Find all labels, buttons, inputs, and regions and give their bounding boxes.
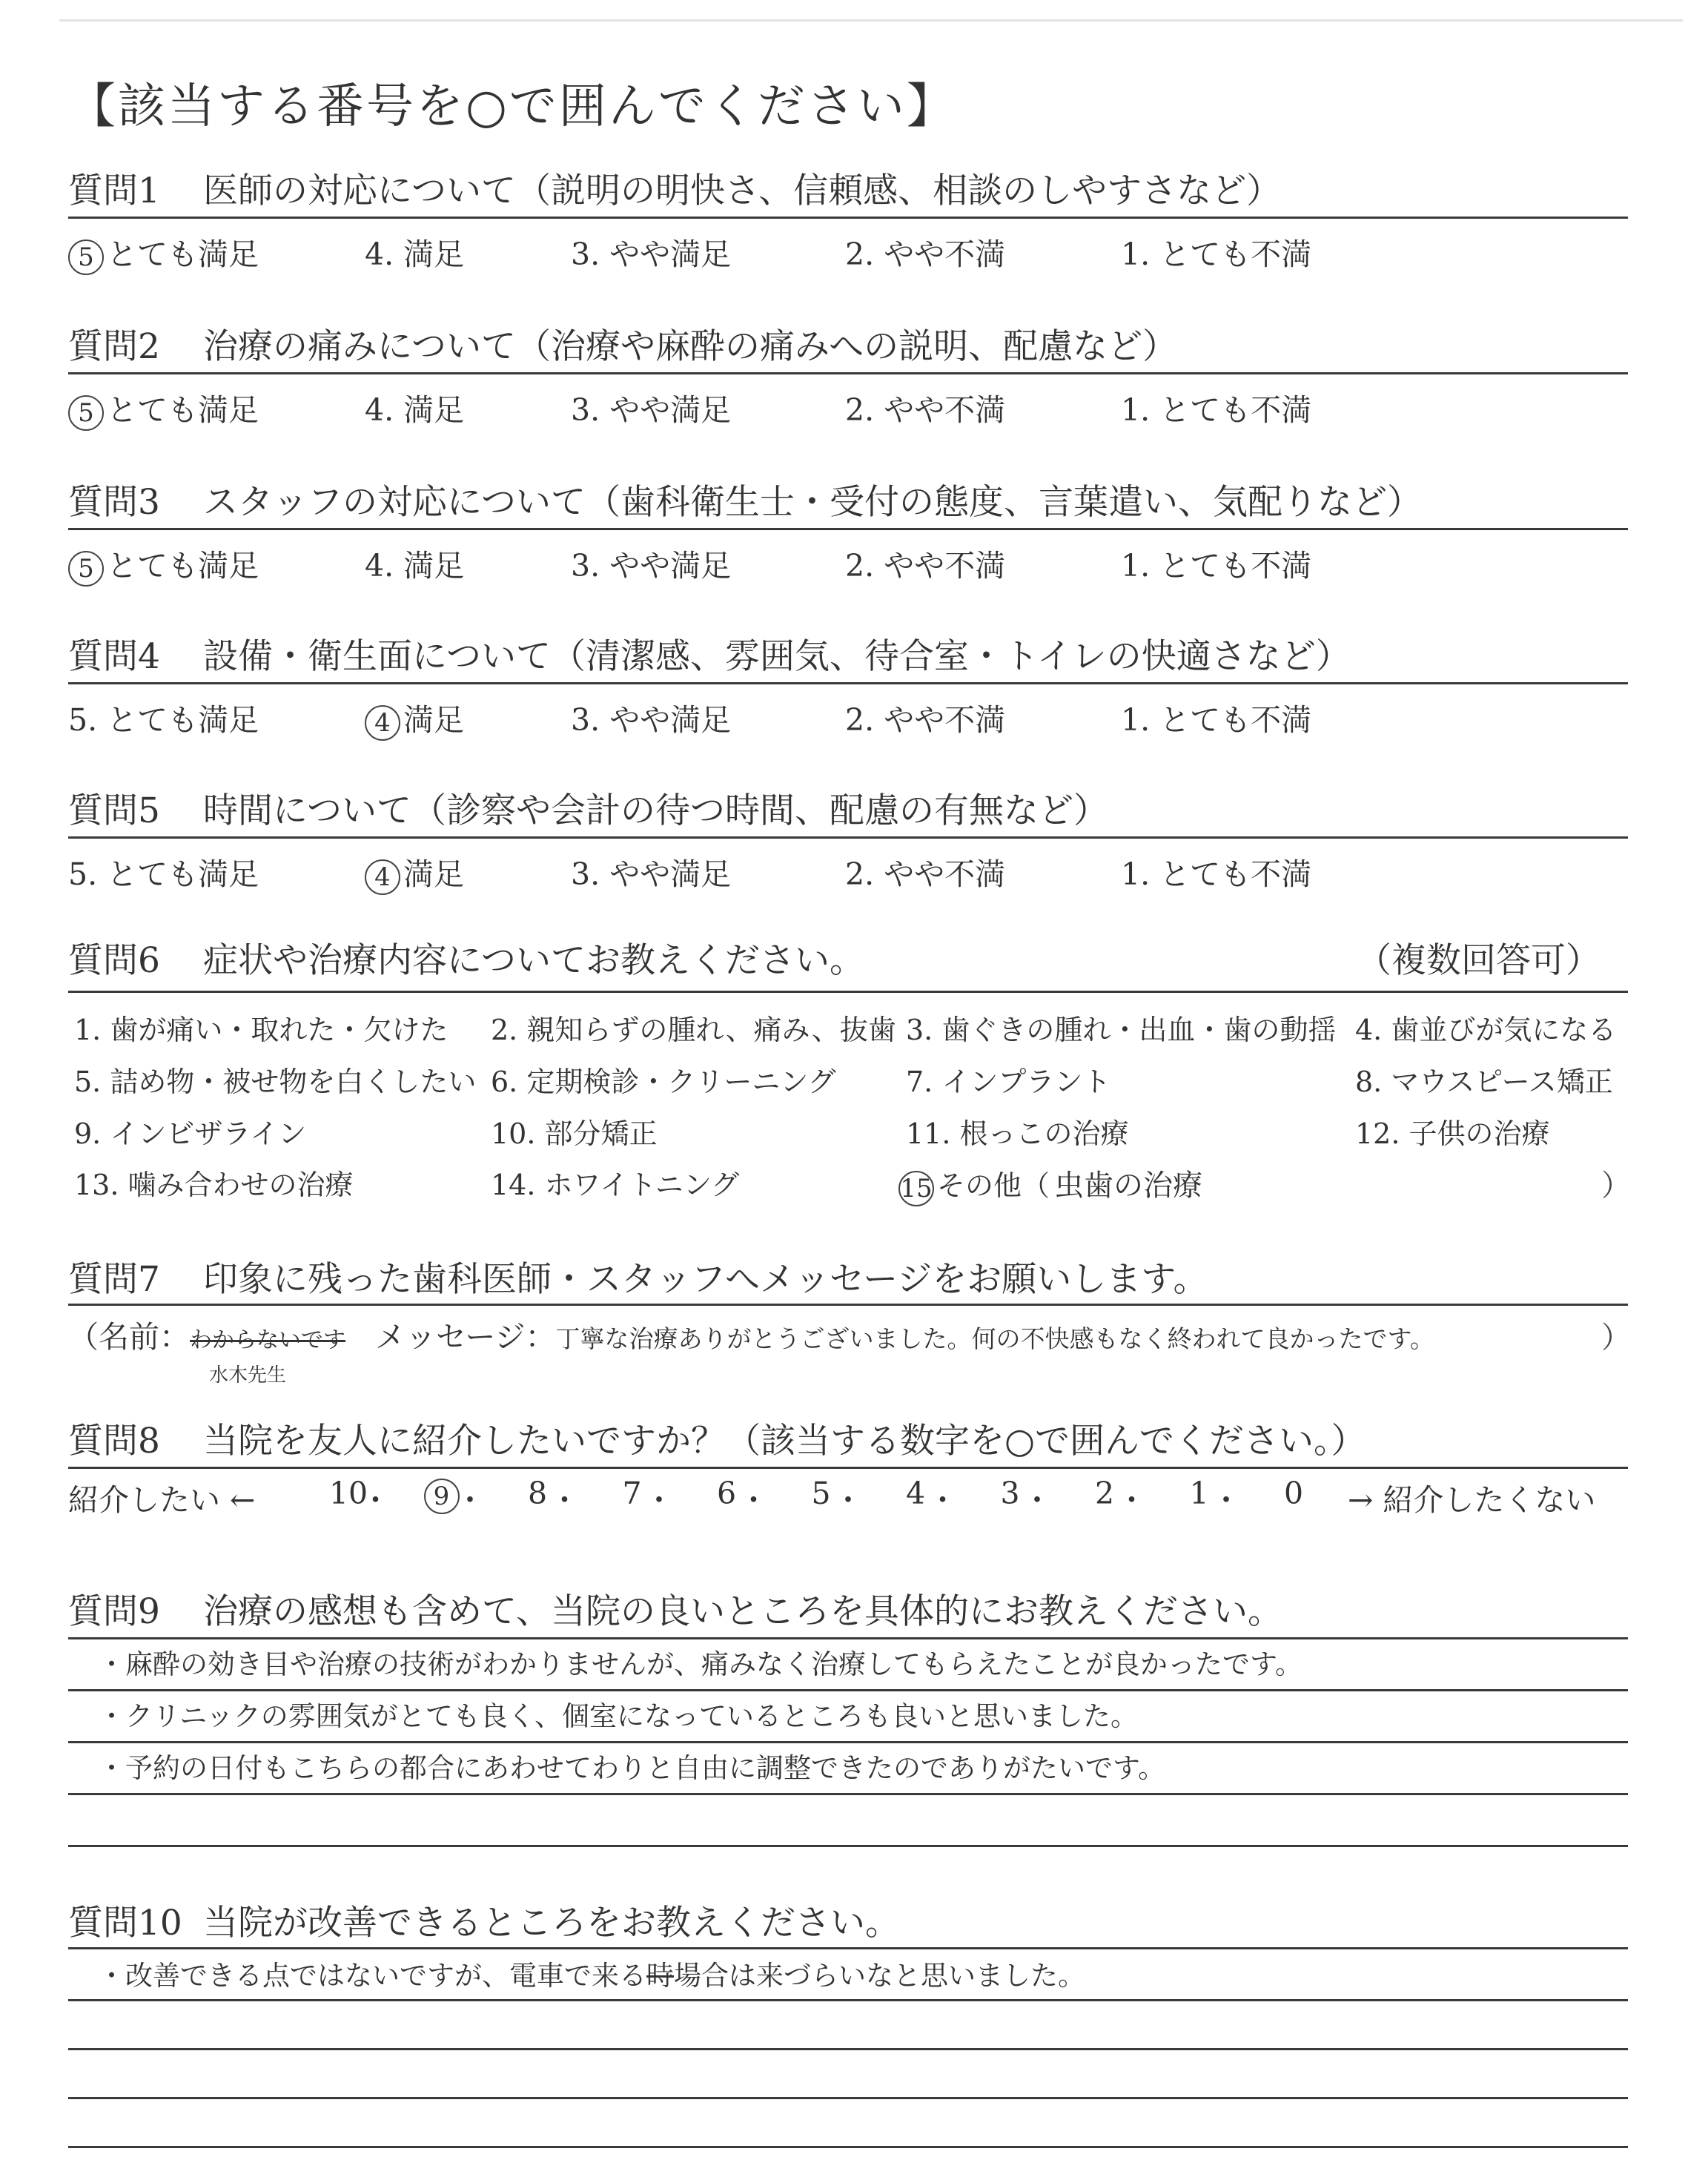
- page-title: 【該当する番号を○で囲んでください】: [68, 79, 956, 134]
- q7-rule: [68, 1304, 1628, 1306]
- q6-option-3[interactable]: 3. 歯ぐきの腫れ・出血・歯の動揺: [906, 1014, 1337, 1046]
- q10-rule-5: [68, 2146, 1628, 2148]
- selected-circle: 15: [898, 1171, 934, 1206]
- q6-other-label: その他（: [937, 1169, 1050, 1202]
- q6-other-handwritten: 虫歯の治療: [1054, 1169, 1203, 1203]
- q8-right-label: → 紹介したくない: [1348, 1482, 1596, 1518]
- q6-option-8[interactable]: 8. マウスピース矯正: [1355, 1066, 1613, 1098]
- q6-note: （複数回答可）: [1357, 940, 1601, 981]
- q2-option-1[interactable]: [68, 386, 259, 431]
- q9-rule-5: [68, 1845, 1628, 1847]
- q5-number: 質問5: [68, 790, 160, 831]
- q8-separator: ・: [833, 1482, 864, 1518]
- q9-text: 治療の感想も含めて、当院の良いところを具体的にお教えください。: [203, 1591, 1283, 1632]
- q1-text: 医師の対応について（説明の明快さ、信頼感、相談のしやすさなど）: [203, 171, 1282, 211]
- q7-close: ）: [1601, 1321, 1631, 1355]
- q5-option-1[interactable]: 5. とても満足: [68, 856, 259, 892]
- q10-rule-4: [68, 2097, 1628, 2099]
- q6-option-10[interactable]: 10. 部分矯正: [491, 1117, 658, 1150]
- q6-option-12[interactable]: 12. 子供の治療: [1355, 1117, 1550, 1150]
- q6-option-14[interactable]: 14. ホワイトニング: [491, 1169, 740, 1201]
- q8-scale-8[interactable]: 8: [527, 1476, 548, 1511]
- q10-text: 当院が改善できるところをお教えください。: [203, 1903, 900, 1943]
- q3-option-1[interactable]: [68, 541, 259, 587]
- q7-name-written: 水木先生: [209, 1364, 287, 1387]
- q7-message-text: 丁寧な治療ありがとうございました。何の不快感もなく終われて良かったです。: [555, 1324, 1434, 1353]
- q4-option-5[interactable]: 1. とても不満: [1121, 702, 1312, 738]
- q6-option-other[interactable]: [898, 1162, 1202, 1206]
- selected-circle: 5: [68, 551, 104, 587]
- q8-scale-2[interactable]: 2: [1094, 1476, 1115, 1511]
- q9-rule-3: [68, 1741, 1628, 1743]
- q1-number: 質問1: [68, 171, 160, 211]
- q3-option-3[interactable]: 3. やや満足: [571, 548, 732, 584]
- q8-title: [68, 1413, 1366, 1463]
- selected-circle: 4: [365, 705, 400, 741]
- q2-option-3[interactable]: 3. やや満足: [571, 392, 732, 428]
- q5-option-5[interactable]: 1. とても不満: [1121, 856, 1312, 892]
- q7-answer-line: [68, 1312, 1434, 1356]
- q3-text: スタッフの対応について（歯科衛生士・受付の態度、言葉遣い、気配りなど）: [203, 482, 1423, 523]
- q6-option-1[interactable]: 1. 歯が痛い・取れた・欠けた: [74, 1014, 448, 1046]
- q6-option-7[interactable]: 7. インプラント: [906, 1066, 1111, 1098]
- q7-name-struck: わからないです: [190, 1327, 345, 1353]
- q7-name-label: （名前：: [68, 1319, 190, 1355]
- q3-rule: [68, 528, 1628, 530]
- q8-separator: ・: [549, 1482, 580, 1518]
- q9-title: [68, 1584, 1282, 1634]
- q7-text: 印象に残った歯科医師・スタッフへメッセージをお願いします。: [203, 1259, 1208, 1300]
- q8-scale-0[interactable]: 0: [1283, 1476, 1304, 1511]
- q8-scale-7[interactable]: 7: [622, 1476, 642, 1511]
- q5-option-3[interactable]: 3. やや満足: [571, 856, 732, 892]
- q8-separator: ・: [360, 1482, 391, 1518]
- q6-other-close: ）: [1601, 1169, 1631, 1203]
- q10-rule-2: [68, 1999, 1628, 2001]
- option-label: 満足: [403, 856, 464, 892]
- selected-circle: 5: [68, 395, 104, 431]
- q3-option-4[interactable]: 2. やや不満: [845, 548, 1006, 584]
- q8-separator: ・: [1211, 1482, 1242, 1518]
- q5-option-4[interactable]: 2. やや不満: [845, 856, 1006, 892]
- option-label: とても満足: [107, 548, 259, 584]
- q9-number: 質問9: [68, 1591, 160, 1632]
- q9-answer-line-1: ・麻酔の効き目や治療の技術がわかりませんが、痛みなく治療してもらえたことが良かったです。: [98, 1648, 1303, 1680]
- selected-circle: 4: [365, 859, 400, 895]
- q1-rule: [68, 217, 1628, 219]
- q5-rule: [68, 836, 1628, 839]
- q10-rule-1: [68, 1947, 1628, 1949]
- q1-option-4[interactable]: 2. やや不満: [845, 237, 1006, 272]
- q7-title: [68, 1252, 1208, 1301]
- q8-scale-1[interactable]: 1: [1189, 1476, 1209, 1511]
- option-label: とても満足: [107, 237, 259, 272]
- option-label: 満足: [403, 702, 464, 738]
- q6-text: 症状や治療内容についてお教えください。: [203, 940, 865, 981]
- q8-separator: ・: [454, 1482, 486, 1518]
- q8-scale-5[interactable]: 5: [811, 1476, 831, 1511]
- q8-separator: ・: [927, 1482, 958, 1518]
- q2-title: [68, 319, 1177, 369]
- q10-answer-prefix: ・改善できる点ではないですが、電車で来る: [98, 1960, 646, 1992]
- selected-circle: 5: [68, 240, 104, 275]
- q6-rule: [68, 991, 1628, 993]
- q1-option-3[interactable]: 3. やや満足: [571, 237, 732, 272]
- q2-rule: [68, 372, 1628, 374]
- q9-answer-line-2: ・クリニックの雰囲気がとても良く、個室になっているところも良いと思いました。: [98, 1700, 1139, 1732]
- q8-separator: ・: [738, 1482, 769, 1518]
- q9-rule-2: [68, 1689, 1628, 1691]
- q10-answer-suffix: 場合は来づらいなと思いました。: [674, 1960, 1085, 1992]
- q6-option-11[interactable]: 11. 根っこの治療: [906, 1117, 1129, 1150]
- q8-scale-3[interactable]: 3: [1000, 1476, 1020, 1511]
- q8-left-label: 紹介したい ←: [68, 1482, 256, 1518]
- q8-scale-4[interactable]: 4: [905, 1476, 926, 1511]
- q2-number: 質問2: [68, 326, 160, 367]
- q4-title: [68, 629, 1351, 678]
- q10-title: [68, 1895, 900, 1945]
- q8-separator: ・: [1116, 1482, 1147, 1518]
- q6-option-4[interactable]: 4. 歯並びが気になる: [1355, 1014, 1617, 1046]
- q7-message-label: メッセージ：: [375, 1319, 556, 1355]
- q2-option-2[interactable]: 4. 満足: [365, 392, 465, 428]
- q8-scale-10[interactable]: 10: [328, 1476, 368, 1511]
- q8-rule: [68, 1467, 1628, 1469]
- q10-answer-line: [98, 1953, 1085, 1993]
- q8-number: 質問8: [68, 1421, 160, 1462]
- q9-rule-4: [68, 1793, 1628, 1795]
- q4-rule: [68, 682, 1628, 684]
- q6-option-13[interactable]: 13. 噛み合わせの治療: [74, 1169, 354, 1201]
- q3-title: [68, 475, 1422, 524]
- q4-text: 設備・衛生面について（清潔感、雰囲気、待合室・トイレの快適さなど）: [203, 636, 1351, 677]
- q8-separator: ・: [1022, 1482, 1053, 1518]
- q5-title: [68, 783, 1108, 833]
- q1-title: [68, 163, 1281, 213]
- q6-option-2[interactable]: 2. 親知らずの腫れ、痛み、抜歯: [491, 1014, 896, 1046]
- q5-option-2[interactable]: [365, 850, 464, 895]
- q6-option-9[interactable]: 9. インビザライン: [74, 1117, 307, 1150]
- q3-number: 質問3: [68, 482, 160, 523]
- q4-option-2[interactable]: [365, 696, 464, 741]
- q8-separator: ・: [643, 1482, 675, 1518]
- q3-option-2[interactable]: 4. 満足: [365, 548, 465, 584]
- selected-circle: 9: [424, 1479, 460, 1514]
- q2-option-5[interactable]: 1. とても不満: [1121, 392, 1312, 428]
- q4-option-1[interactable]: 5. とても満足: [68, 702, 259, 738]
- q6-number: 質問6: [68, 940, 160, 981]
- q9-rule-1: [68, 1637, 1628, 1639]
- option-label: とても満足: [107, 392, 259, 428]
- q10-number: 質問10: [68, 1903, 182, 1943]
- top-border-line: [59, 19, 1683, 22]
- q9-answer-line-3: ・予約の日付もこちらの都合にあわせてわりと自由に調整できたのでありがたいです。: [98, 1752, 1166, 1784]
- q6-option-6[interactable]: 6. 定期検診・クリーニング: [491, 1066, 836, 1098]
- q8-scale-6[interactable]: 6: [716, 1476, 737, 1511]
- q8-text: 当院を友人に紹介したいですか？（該当する数字を○で囲んでください。）: [203, 1421, 1366, 1462]
- q6-title: [68, 933, 864, 982]
- q1-option-1[interactable]: [68, 230, 259, 275]
- q1-option-5[interactable]: 1. とても不満: [1121, 237, 1312, 272]
- q1-option-2[interactable]: 4. 満足: [365, 237, 465, 272]
- q2-option-4[interactable]: 2. やや不満: [845, 392, 1006, 428]
- q10-answer-struck: 時: [646, 1960, 674, 1992]
- q3-option-5[interactable]: 1. とても不満: [1121, 548, 1312, 584]
- q2-text: 治療の痛みについて（治療や麻酔の痛みへの説明、配慮など）: [203, 326, 1178, 367]
- q5-text: 時間について（診察や会計の待つ時間、配慮の有無など）: [203, 790, 1109, 831]
- q6-option-5[interactable]: 5. 詰め物・被せ物を白くしたい: [74, 1066, 477, 1098]
- q4-option-4[interactable]: 2. やや不満: [845, 702, 1006, 738]
- q10-rule-3: [68, 2048, 1628, 2050]
- q4-option-3[interactable]: 3. やや満足: [571, 702, 732, 738]
- q7-number: 質問7: [68, 1259, 160, 1300]
- q4-number: 質問4: [68, 636, 160, 677]
